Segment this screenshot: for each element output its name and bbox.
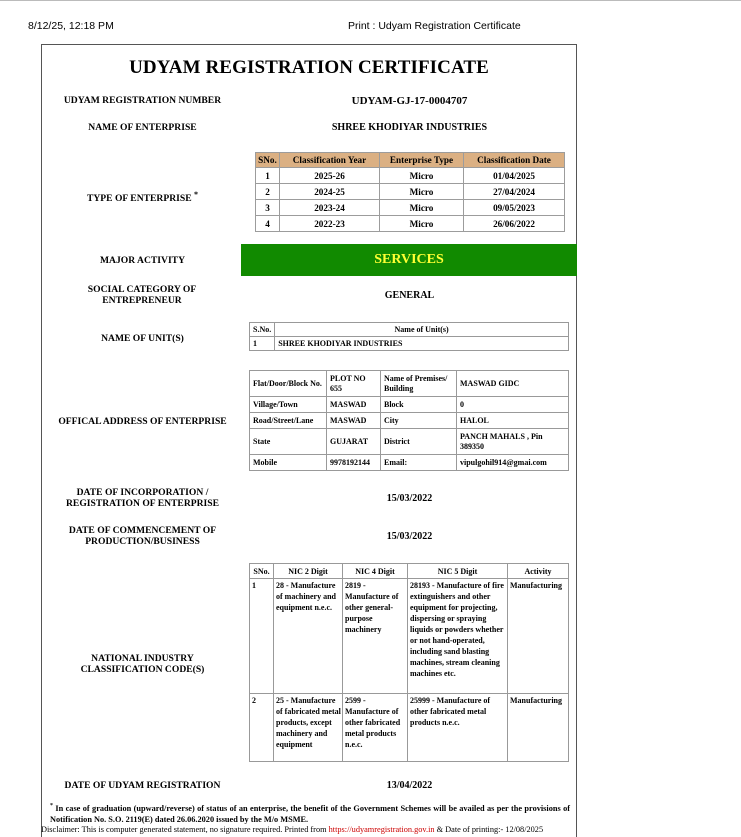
classification-year: 2023-24 [280, 200, 380, 216]
mobile-label: Mobile [250, 455, 327, 471]
nic-header-5digit: NIC 5 Digit [408, 564, 508, 579]
nic-sno: 1 [250, 579, 274, 694]
nic-header-2digit: NIC 2 Digit [274, 564, 343, 579]
classification-header-sno: SNo. [256, 153, 280, 168]
top-rule [0, 0, 741, 1]
table-row [250, 371, 569, 397]
classification-table [255, 152, 565, 232]
units-header-row [250, 323, 569, 337]
state-value: GUJARAT [327, 429, 381, 455]
social-category-value: GENERAL [384, 290, 435, 301]
print-title: Print : Udyam Registration Certificate [348, 20, 521, 32]
classification-date: 27/04/2024 [464, 184, 565, 200]
footnote-text: In case of graduation (upward/reverse) of status of an enterprise, the benefit of the Government Schemes will be availed as per the provisions of Notification No. S.O. 2119(E) dated 26.06.2020 issued by the M/o MSME. [50, 803, 570, 824]
classification-year: 2022-23 [280, 216, 380, 232]
road-label: Road/Street/Lane [250, 413, 327, 429]
classification-date: 01/04/2025 [464, 168, 565, 184]
table-row [250, 397, 569, 413]
commencement-value: 15/03/2022 [386, 531, 433, 542]
road-value: MASWAD [327, 413, 381, 429]
nic-sno: 2 [250, 694, 274, 762]
print-header [0, 20, 741, 34]
classification-header-type: Enterprise Type [380, 153, 464, 168]
disclaimer [41, 825, 581, 834]
table-row [256, 216, 565, 232]
footnote-marker: * [50, 803, 53, 809]
classification-sno: 2 [256, 184, 280, 200]
nic-2digit: 25 - Manufacture of fabricated metal products, except machinery and equipment [274, 694, 343, 762]
premises-value: MASWAD GIDC [457, 371, 569, 397]
classification-sno: 4 [256, 216, 280, 232]
table-row [256, 184, 565, 200]
classification-year: 2024-25 [280, 184, 380, 200]
incorporation-label: DATE OF INCORPORATION / REGISTRATION OF ENTERPRISE [66, 487, 219, 509]
mobile-value: 9978192144 [327, 455, 381, 471]
disclaimer-prefix: Disclaimer: This is computer generated statement, no signature required. Printed from [41, 825, 327, 834]
classification-type: Micro [380, 168, 464, 184]
flat-label: Flat/Door/Block No. [250, 371, 327, 397]
registration-number-label: UDYAM REGISTRATION NUMBER [63, 95, 222, 106]
units-header-sno: S.No. [250, 323, 275, 337]
address-table [249, 370, 569, 471]
enterprise-name-label: NAME OF ENTERPRISE [88, 122, 197, 133]
table-row [250, 337, 569, 351]
nic-label: NATIONAL INDUSTRY CLASSIFICATION CODE(S) [80, 653, 205, 675]
classification-type: Micro [380, 216, 464, 232]
classification-sno: 1 [256, 168, 280, 184]
certificate [41, 44, 577, 837]
units-label: NAME OF UNIT(S) [101, 333, 184, 344]
nic-4digit: 2819 - Manufacture of other general-purpose machinery [343, 579, 408, 694]
classification-sno: 3 [256, 200, 280, 216]
table-row [256, 168, 565, 184]
unit-sno: 1 [250, 337, 275, 351]
classification-year: 2025-26 [280, 168, 380, 184]
table-row [250, 455, 569, 471]
nic-header-activity: Activity [508, 564, 569, 579]
type-of-enterprise-marker: * [194, 190, 199, 199]
units-header-name: Name of Unit(s) [275, 323, 569, 337]
udyam-date-label: DATE OF UDYAM REGISTRATION [64, 780, 221, 791]
table-row [256, 200, 565, 216]
nic-header-row [250, 564, 569, 579]
type-of-enterprise-label [50, 189, 235, 204]
table-row [250, 694, 569, 762]
commencement-label: DATE OF COMMENCEMENT OF PRODUCTION/BUSINESS [68, 525, 217, 547]
nic-4digit: 2599 - Manufacture of other fabricated metal products n.e.c. [343, 694, 408, 762]
major-activity-value: SERVICES [241, 244, 577, 276]
district-value: PANCH MAHALS , Pin 389350 [457, 429, 569, 455]
social-category-label: SOCIAL CATEGORY OF ENTREPRENEUR [87, 284, 197, 306]
unit-name: SHREE KHODIYAR INDUSTRIES [275, 337, 569, 351]
nic-header-sno: SNo. [250, 564, 274, 579]
address-label: OFFICAL ADDRESS OF ENTERPRISE [58, 416, 227, 427]
classification-date: 26/06/2022 [464, 216, 565, 232]
enterprise-name-value: SHREE KHODIYAR INDUSTRIES [331, 122, 488, 133]
registration-number-value: UDYAM-GJ-17-0004707 [351, 95, 468, 107]
footnote [50, 801, 570, 825]
major-activity-label: MAJOR ACTIVITY [99, 255, 186, 266]
nic-2digit: 28 - Manufacture of machinery and equipment n.e.c. [274, 579, 343, 694]
units-table [249, 322, 569, 351]
table-row [250, 579, 569, 694]
email-value: vipulgohil914@gmai.com [457, 455, 569, 471]
classification-type: Micro [380, 200, 464, 216]
print-datetime: 8/12/25, 12:18 PM [28, 20, 114, 32]
flat-value: PLOT NO 655 [327, 371, 381, 397]
email-label: Email: [381, 455, 457, 471]
classification-date: 09/05/2023 [464, 200, 565, 216]
classification-header-year: Classification Year [280, 153, 380, 168]
state-label: State [250, 429, 327, 455]
table-row [250, 413, 569, 429]
village-label: Village/Town [250, 397, 327, 413]
nic-activity: Manufacturing [508, 694, 569, 762]
classification-header-date: Classification Date [464, 153, 565, 168]
nic-table [249, 563, 569, 762]
nic-activity: Manufacturing [508, 579, 569, 694]
village-value: MASWAD [327, 397, 381, 413]
block-label: Block [381, 397, 457, 413]
disclaimer-link[interactable]: https://udyamregistration.gov.in [328, 825, 435, 834]
premises-label: Name of Premises/ Building [381, 371, 457, 397]
udyam-date-value: 13/04/2022 [386, 780, 433, 791]
nic-5digit: 25999 - Manufacture of other fabricated metal products n.e.c. [408, 694, 508, 762]
nic-5digit: 28193 - Manufacture of fire extinguishers and other equipment for projecting, dispersing or spraying liquids or powders whether or not hand-operated, including sand blasting machines, stream cleaning machines etc. [408, 579, 508, 694]
district-label: District [381, 429, 457, 455]
certificate-title: UDYAM REGISTRATION CERTIFICATE [129, 57, 489, 78]
city-value: HALOL [457, 413, 569, 429]
nic-header-4digit: NIC 4 Digit [343, 564, 408, 579]
classification-type: Micro [380, 184, 464, 200]
city-label: City [381, 413, 457, 429]
incorporation-value: 15/03/2022 [386, 493, 433, 504]
table-row [250, 429, 569, 455]
type-of-enterprise-text: TYPE OF ENTERPRISE [86, 193, 192, 204]
block-value: 0 [457, 397, 569, 413]
classification-header-row [256, 153, 565, 168]
disclaimer-suffix: & Date of printing:- 12/08/2025 [436, 825, 544, 834]
